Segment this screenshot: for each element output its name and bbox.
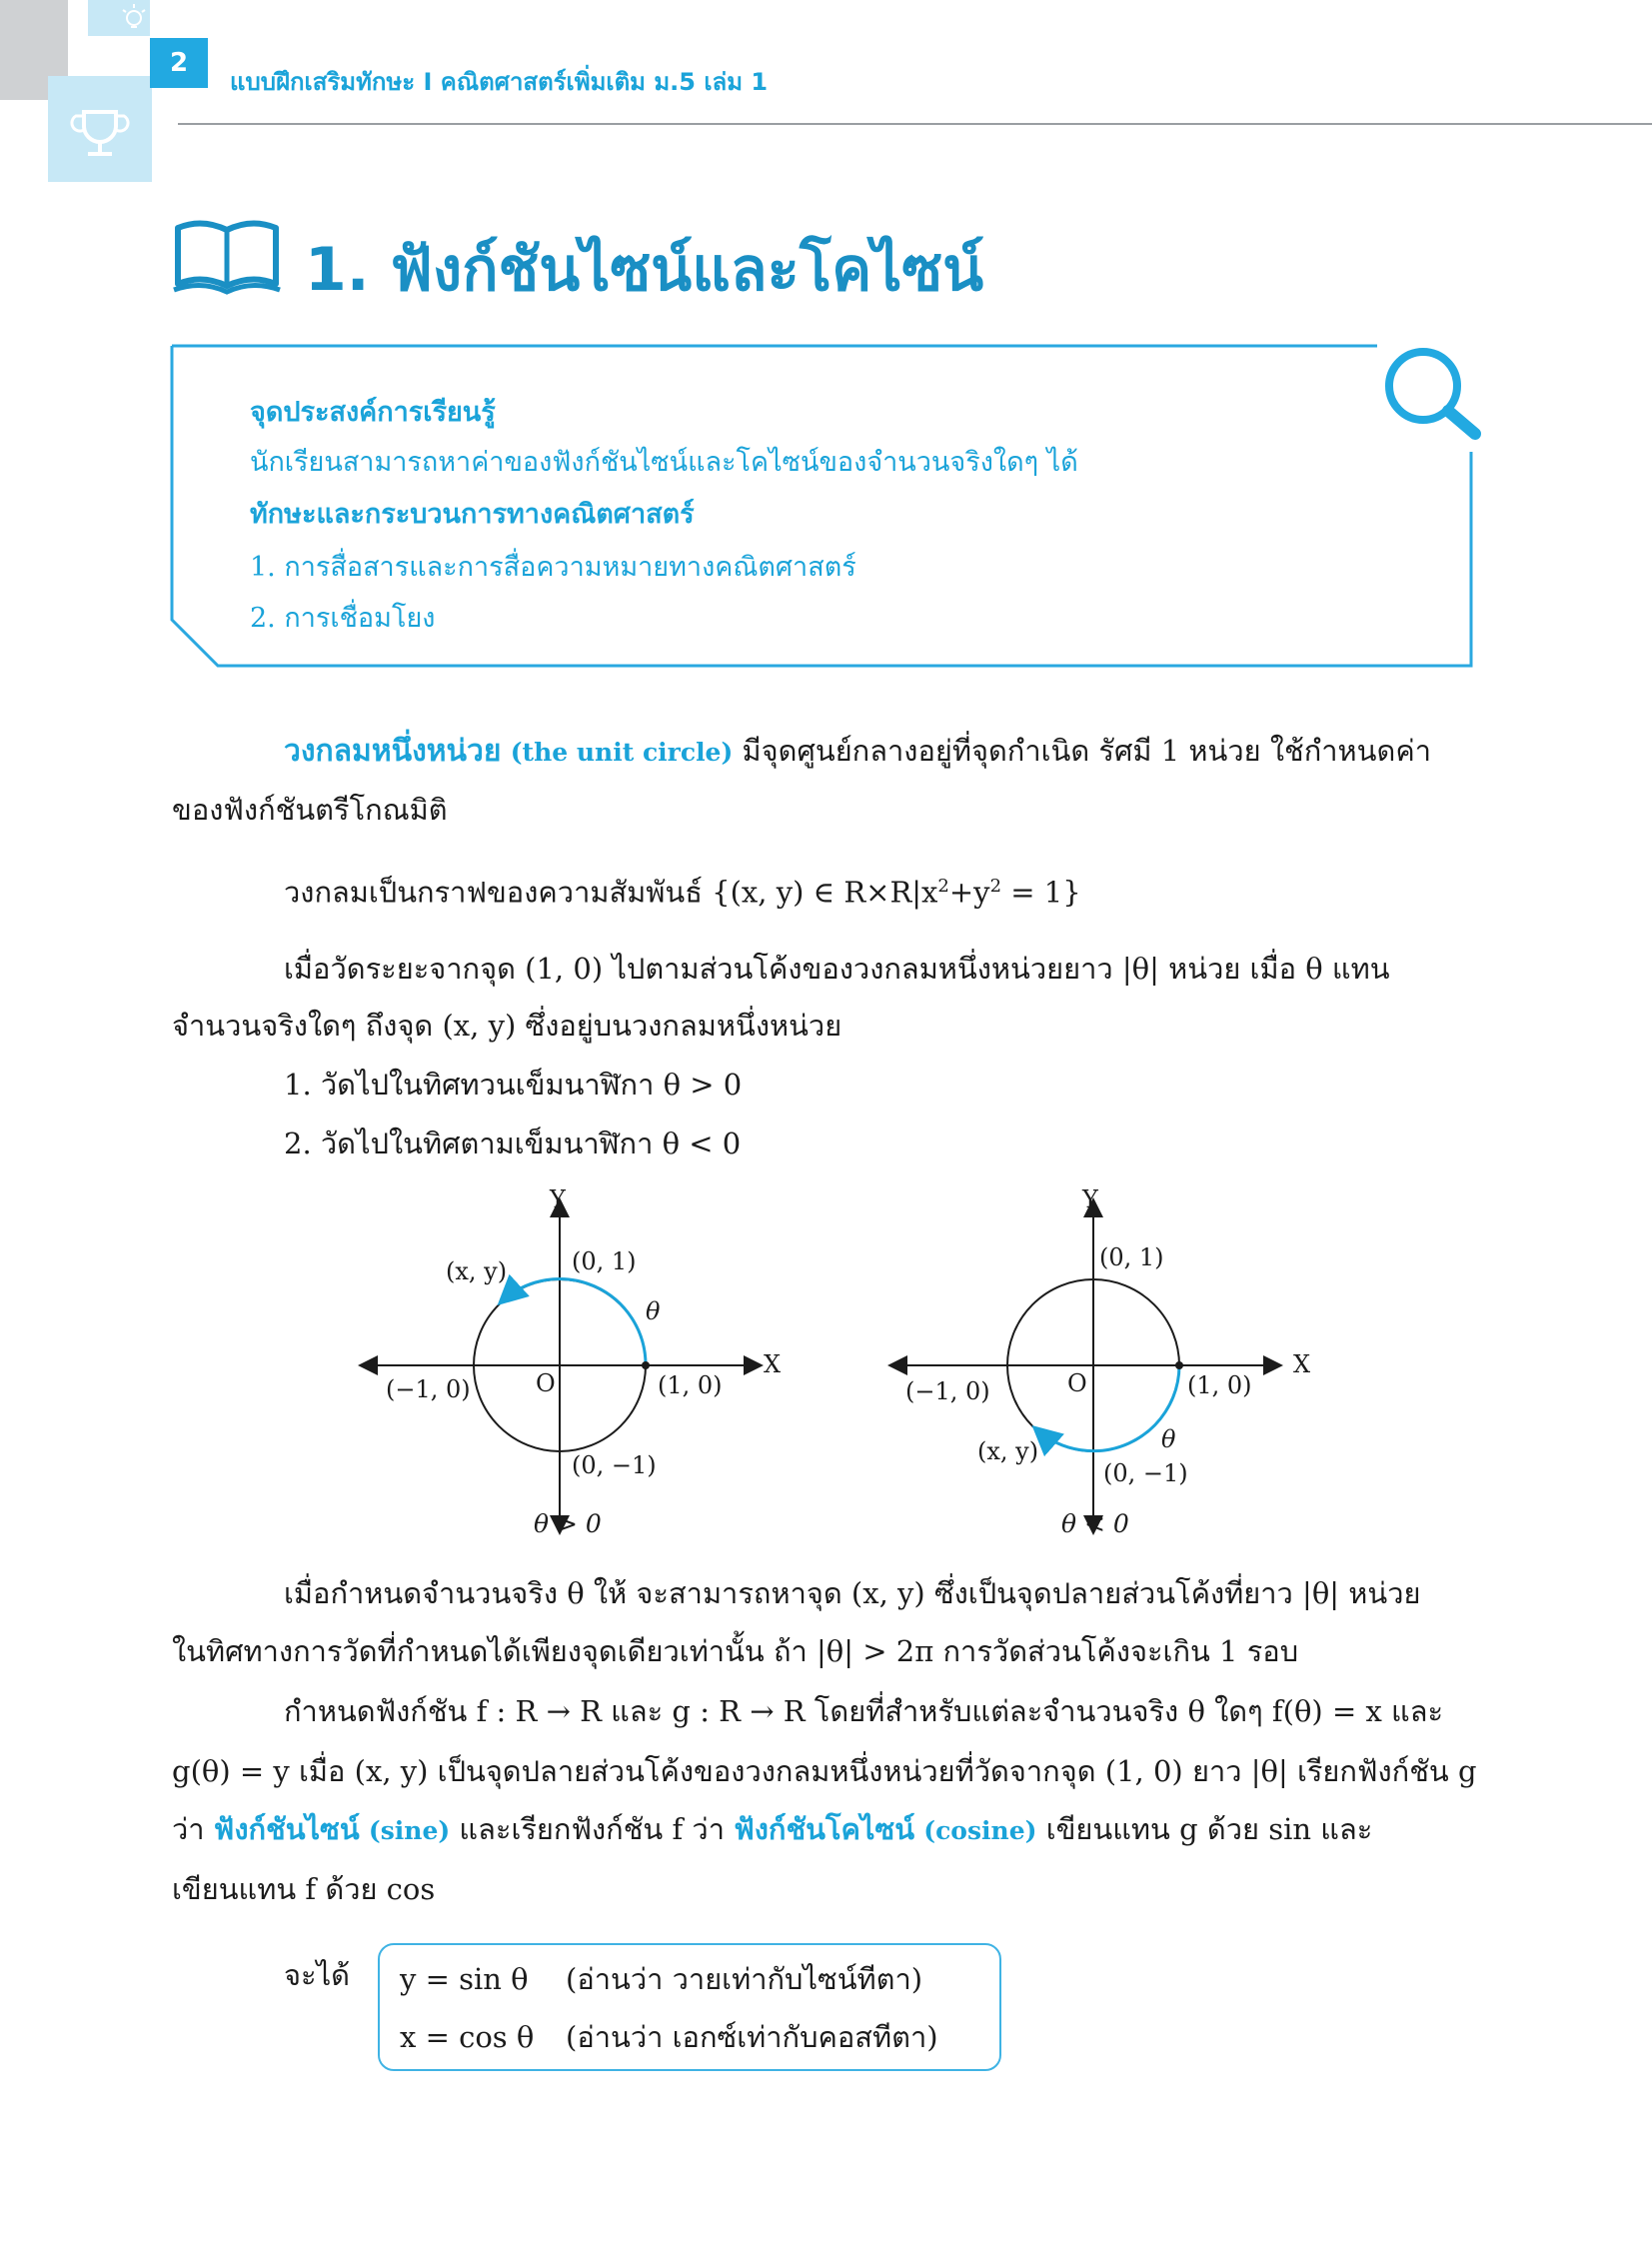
- page-number: 2: [150, 38, 208, 88]
- result-cosine-reading: (อ่านว่า เอกซ์เท่ากับคอสทีตา): [566, 2020, 938, 2054]
- fig1-left-point-label: (−1, 0): [386, 1375, 471, 1403]
- skill-item-1: 1. การสื่อสารและการสื่อความหมายทางคณิตศาสตร์: [250, 552, 856, 583]
- fig2-origin-label: O: [1067, 1369, 1087, 1397]
- paragraph-define-functions-4: เขียนแทน f ด้วย cos: [172, 1872, 436, 1906]
- fig1-top-point-label: (0, 1): [572, 1247, 637, 1275]
- fig1-x-label: X: [764, 1350, 782, 1378]
- fig1-caption: θ > 0: [534, 1509, 602, 1538]
- fig1-xy-label: (x, y): [446, 1257, 508, 1285]
- trophy-icon: [48, 76, 152, 182]
- arc-theta: [502, 1278, 646, 1365]
- open-book-icon: [172, 218, 282, 296]
- fig1-origin-label: O: [536, 1369, 556, 1397]
- skill-item-2: 2. การเชื่อมโยง: [250, 603, 436, 634]
- paragraph-unit-circle: วงกลมหนึ่งหน่วย (the unit circle) มีจุดศูนย์กลางอยู่ที่จุดกำเนิด รัศมี 1 หน่วย ใช้กำหนดค่า: [284, 734, 1432, 769]
- lightbulb-icon: [88, 0, 150, 36]
- paragraph-arc-measure-cont: จำนวนจริงใดๆ ถึงจุด (x, y) ซึ่งอยู่บนวงกลมหนึ่งหน่วย: [172, 1009, 842, 1043]
- fig2-caption: θ < 0: [1061, 1509, 1129, 1538]
- arc-theta: [1036, 1365, 1179, 1451]
- fig2-y-label: Y: [1082, 1185, 1098, 1213]
- skills-heading: ทักษะและกระบวนการทางคณิตศาสตร์: [250, 499, 695, 530]
- fig2-bottom-point-label: (0, −1): [1103, 1459, 1188, 1487]
- chapter-title: 1. ฟังก์ชันไซน์และโคไซน์: [305, 235, 984, 305]
- fig1-right-point-label: (1, 0): [658, 1371, 723, 1399]
- result-cosine-equation: x = cos θ: [400, 2020, 535, 2054]
- header-decoration-blue: [88, 0, 150, 36]
- result-label: จะได้: [284, 1958, 350, 1992]
- list-item-counterclockwise: 1. วัดไปในทิศทวนเข็มนาฬิกา θ > 0: [284, 1068, 743, 1102]
- unit-circle-figure-negative: [879, 1179, 1329, 1549]
- fig1-theta-label: θ: [646, 1297, 661, 1325]
- list-item-clockwise: 2. วัดไปในทิศตามเข็มนาฬิกา θ < 0: [284, 1127, 742, 1160]
- paragraph-arc-measure: เมื่อวัดระยะจากจุด (1, 0) ไปตามส่วนโค้งของวงกลมหนึ่งหน่วยยาว |θ| หน่วย เมื่อ θ แทน: [284, 952, 1390, 986]
- paragraph-relation: วงกลมเป็นกราฟของความสัมพันธ์ {(x, y) ∈ $R\times R|x^2+y^2 = 1$}: [284, 875, 1081, 910]
- trophy-badge: [48, 76, 152, 182]
- paragraph-define-functions: กำหนดฟังก์ชัน f : R → R และ g : R → R โดยที่สำหรับแต่ละจำนวนจริง θ ใดๆ f(θ) = x และ: [284, 1694, 1444, 1728]
- paragraph-endpoint-cont: ในทิศทางการวัดที่กำหนดได้เพียงจุดเดียวเท่านั้น ถ้า |θ| > 2π การวัดส่วนโค้งจะเกิน 1 รอบ: [172, 1634, 1299, 1668]
- objectives-text: นักเรียนสามารถหาค่าของฟังก์ชันไซน์และโคไซน์ของจำนวนจริงใดๆ ได้: [250, 447, 1078, 478]
- start-point: [642, 1361, 650, 1369]
- fig2-xy-label: (x, y): [977, 1437, 1039, 1465]
- fig2-left-point-label: (−1, 0): [905, 1377, 990, 1405]
- fig1-bottom-point-label: (0, −1): [572, 1451, 657, 1479]
- header-divider: [178, 123, 1652, 125]
- magnifier-icon: [1379, 346, 1491, 446]
- result-sine-equation: y = sin θ: [400, 1962, 529, 1996]
- objectives-heading: จุดประสงค์การเรียนรู้: [250, 397, 496, 428]
- paragraph-define-functions-2: g(θ) = y เมื่อ (x, y) เป็นจุดปลายส่วนโค้งของวงกลมหนึ่งหน่วยที่วัดจากจุด (1, 0) ยาว |θ| เรียกฟังก์ชัน g: [172, 1754, 1477, 1788]
- fig2-theta-label: θ: [1161, 1425, 1176, 1453]
- fig2-x-label: X: [1293, 1350, 1311, 1378]
- paragraph-unit-circle-cont: ของฟังก์ชันตรีโกณมิติ: [172, 793, 448, 827]
- result-sine-reading: (อ่านว่า วายเท่ากับไซน์ทีตา): [566, 1962, 923, 1996]
- fig2-right-point-label: (1, 0): [1187, 1371, 1252, 1399]
- running-header-title: แบบฝึกเสริมทักษะ I คณิตศาสตร์เพิ่มเติม ม.5 เล่ม 1: [230, 68, 769, 96]
- paragraph-endpoint: เมื่อกำหนดจำนวนจริง θ ให้ จะสามารถหาจุด (x, y) ซึ่งเป็นจุดปลายส่วนโค้งที่ยาว |θ| หน่วย: [284, 1576, 1421, 1610]
- paragraph-define-functions-3: ว่า ฟังก์ชันไซน์ (sine) และเรียกฟังก์ชัน f ว่า ฟังก์ชันโคไซน์ (cosine) เขียนแทน g ด้วย sin และ: [172, 1812, 1373, 1846]
- fig2-top-point-label: (0, 1): [1099, 1243, 1164, 1271]
- start-point: [1175, 1361, 1183, 1369]
- fig1-y-label: Y: [550, 1185, 566, 1213]
- unit-circle-figure-positive: [350, 1179, 800, 1549]
